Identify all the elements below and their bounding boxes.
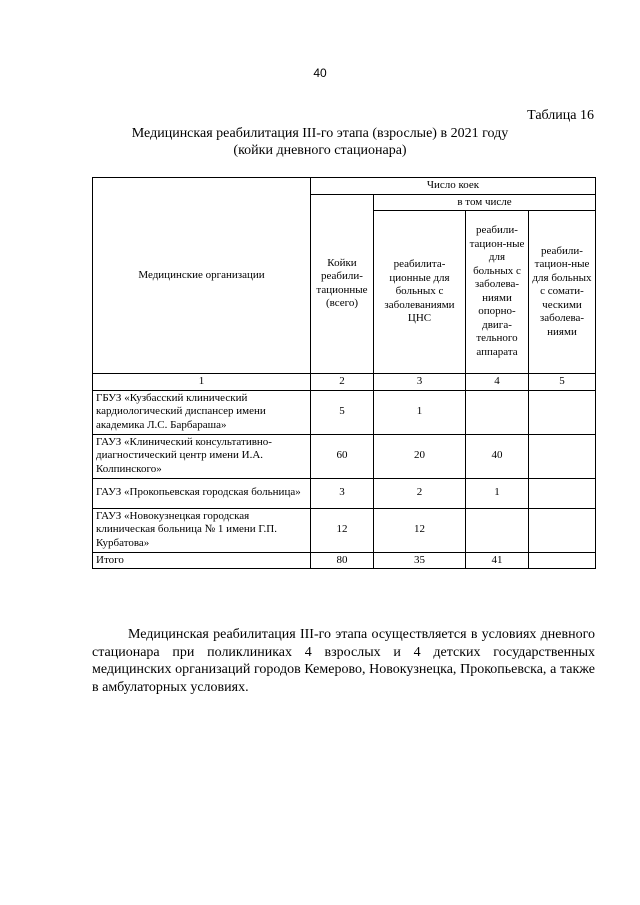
table-row xyxy=(93,390,596,434)
row-cns: 12 xyxy=(374,508,466,552)
row-org: ГАУЗ «Клинический консультативно-диагностический центр имени И.А. Колпинского» xyxy=(93,434,311,478)
total-row xyxy=(93,552,596,569)
row-somatic xyxy=(529,434,596,478)
body-paragraph xyxy=(92,626,595,696)
header-org: Медицинские организации xyxy=(93,178,311,374)
header-cns: реабилита-ционные для больных с заболеваниями ЦНС xyxy=(374,211,466,374)
row-musculoskeletal: 1 xyxy=(466,478,529,508)
row-somatic xyxy=(529,508,596,552)
header-musculoskeletal: реабили-тацион-ные для больных с заболева-ниями опорно-двига-тельного аппарата xyxy=(466,211,529,374)
row-org: ГБУЗ «Кузбасский клинический кардиологический диспансер имени академика Л.С. Барбараша» xyxy=(93,390,311,434)
header-beds-group: Число коек xyxy=(311,178,596,195)
header-somatic: реабили-тацион-ные для больных с сомати-ческими заболева-ниями xyxy=(529,211,596,374)
row-total: 12 xyxy=(311,508,374,552)
table-title-line-2: (койки дневного стационара) xyxy=(233,143,407,158)
table-title xyxy=(0,125,640,159)
total-musculoskeletal: 41 xyxy=(466,552,529,569)
row-org: ГАУЗ «Новокузнецкая городская клиническая больница № 1 имени Г.П. Курбатова» xyxy=(93,508,311,552)
table-title-line-1: Медицинская реабилитация III-го этапа (взрослые) в 2021 году xyxy=(131,126,509,141)
page-number: 40 xyxy=(313,66,327,80)
total-label: Итого xyxy=(93,552,311,569)
column-number: 1 xyxy=(93,373,311,390)
column-number: 5 xyxy=(529,373,596,390)
body-paragraph-text: Медицинская реабилитация III-го этапа осуществляется в условиях дневного стационара при поликлиниках 4 взрослых и 4 детских государственных медицинских организаций городов Кемерово, Новокузнецка, Прокопьевска, а также в амбулаторных условиях. xyxy=(92,627,595,695)
row-cns: 20 xyxy=(374,434,466,478)
total-beds: 80 xyxy=(311,552,374,569)
row-cns: 1 xyxy=(374,390,466,434)
row-somatic xyxy=(529,478,596,508)
row-total: 3 xyxy=(311,478,374,508)
row-total: 5 xyxy=(311,390,374,434)
row-musculoskeletal: 40 xyxy=(466,434,529,478)
total-cns: 35 xyxy=(374,552,466,569)
column-number-row xyxy=(93,373,596,390)
table-row xyxy=(93,434,596,478)
table-label: Таблица 16 xyxy=(527,108,594,123)
row-musculoskeletal xyxy=(466,508,529,552)
column-number: 4 xyxy=(466,373,529,390)
row-somatic xyxy=(529,390,596,434)
header-total-beds: Койки реабили-тационные (всего) xyxy=(311,194,374,373)
total-somatic xyxy=(529,552,596,569)
row-musculoskeletal xyxy=(466,390,529,434)
header-including: в том числе xyxy=(374,194,596,211)
row-total: 60 xyxy=(311,434,374,478)
table-row xyxy=(93,508,596,552)
row-cns: 2 xyxy=(374,478,466,508)
rehab-beds-table xyxy=(92,177,596,569)
row-org: ГАУЗ «Прокопьевская городская больница» xyxy=(93,478,311,508)
table-row xyxy=(93,478,596,508)
column-number: 2 xyxy=(311,373,374,390)
column-number: 3 xyxy=(374,373,466,390)
